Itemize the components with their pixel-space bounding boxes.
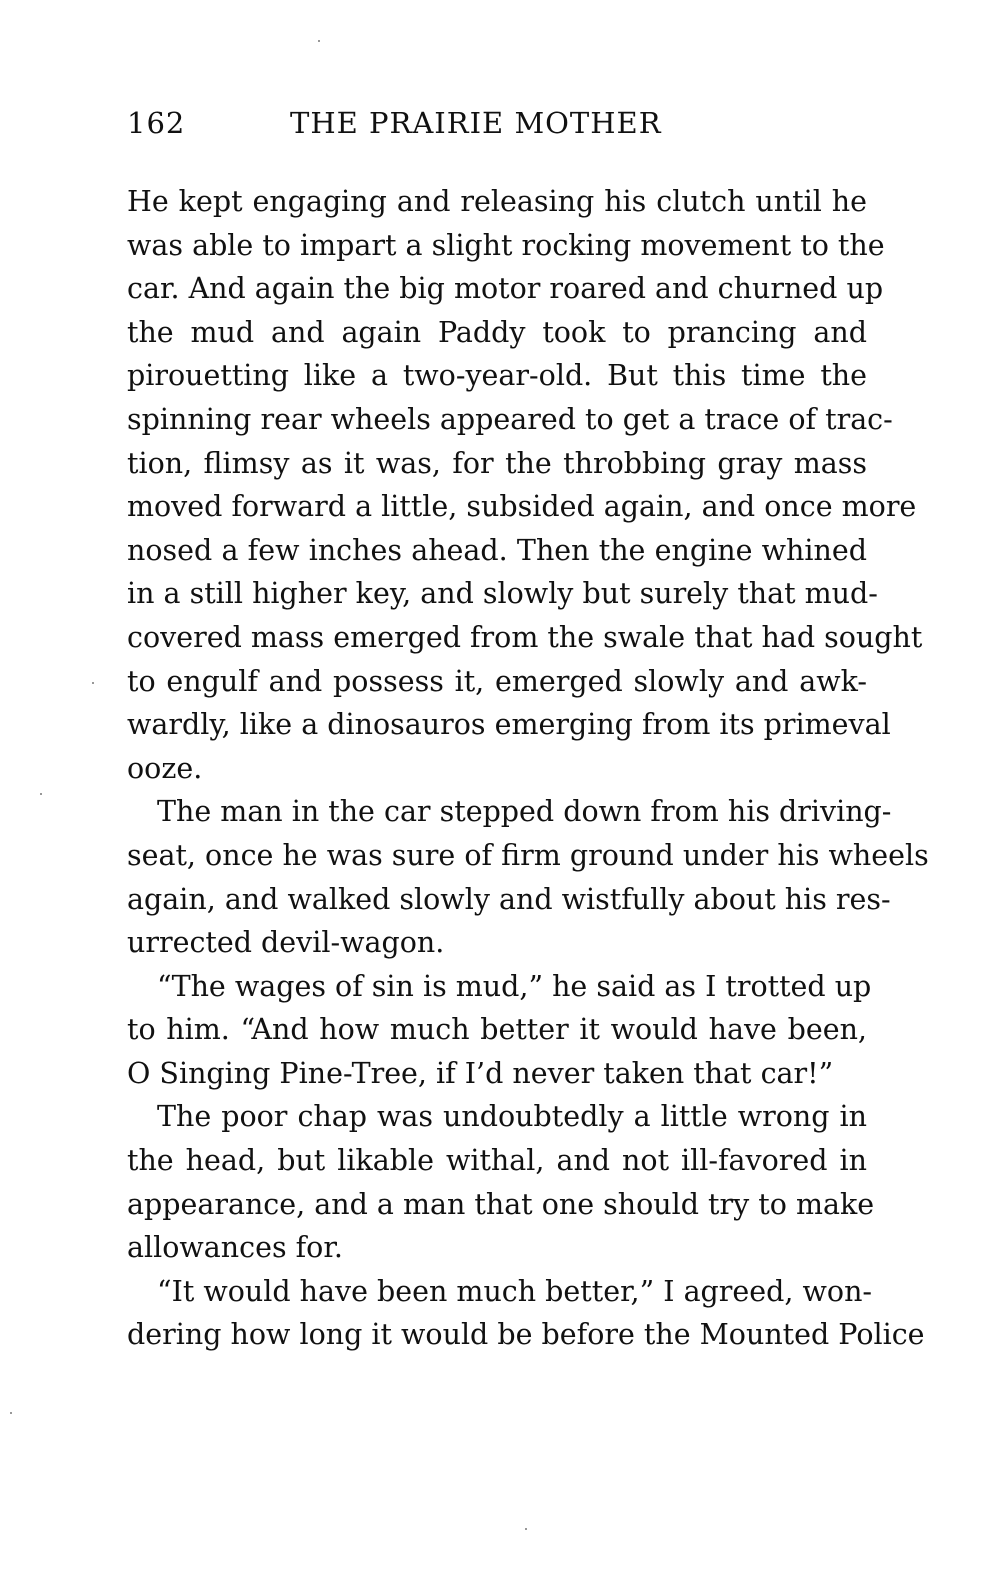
- text-line: tion, flimsy as it was, for the throbbing gray mass: [127, 446, 867, 480]
- text-line: spinning rear wheels appeared to get a trace of trac-: [127, 402, 893, 436]
- text-line: “It would have been much better,” I agreed, won-: [157, 1274, 873, 1308]
- scan-speck: [10, 1412, 12, 1414]
- paragraph: [127, 1270, 925, 1357]
- text-line: was able to impart a slight rocking movement to the: [127, 228, 885, 262]
- text-line: to him. “And how much better it would have been,: [127, 1013, 867, 1047]
- scan-speck: [525, 1528, 527, 1530]
- text-line: urrected devil-wagon.: [127, 926, 445, 960]
- text-line: covered mass emerged from the swale that had sought: [127, 620, 923, 654]
- running-title: THE PRAIRIE MOTHER: [290, 106, 662, 140]
- scan-speck: [92, 682, 94, 684]
- paragraph: [127, 1095, 875, 1269]
- scan-speck: [318, 40, 320, 42]
- text-line: He kept engaging and releasing his clutch until he: [127, 185, 867, 218]
- text-line: The poor chap was undoubtedly a little wrong in: [157, 1100, 867, 1134]
- text-line: moved forward a little, subsided again, and once more: [127, 490, 917, 524]
- text-line: again, and walked slowly and wistfully about his res-: [127, 882, 891, 916]
- text-line: dering how long it would be before the Mounted Police: [127, 1318, 925, 1352]
- text-line: pirouetting like a two-year-old. But this time the: [127, 359, 867, 393]
- body-text: [127, 180, 929, 1357]
- text-line: the head, but likable withal, and not ill-favored in: [127, 1144, 867, 1178]
- text-line: wardly, like a dinosauros emerging from its primeval: [127, 708, 891, 742]
- scan-speck: [40, 793, 42, 795]
- paragraph: [127, 180, 923, 790]
- text-line: ooze.: [127, 751, 203, 785]
- text-line: allowances for.: [127, 1231, 343, 1265]
- text-line: “The wages of sin is mud,” he said as I trotted up: [157, 969, 872, 1003]
- page-header: [127, 106, 867, 146]
- text-line: seat, once he was sure of firm ground under his wheels: [127, 838, 929, 872]
- text-line: O Singing Pine-Tree, if I’d never taken that car!”: [127, 1056, 834, 1090]
- text-line: The man in the car stepped down from his driving-: [157, 795, 892, 829]
- text-line: to engulf and possess it, emerged slowly and awk-: [127, 664, 867, 698]
- text-line: appearance, and a man that one should try to make: [127, 1187, 875, 1221]
- text-line: in a still higher key, and slowly but surely that mud-: [127, 577, 878, 611]
- paragraph: [127, 790, 929, 964]
- text-line: car. And again the big motor roared and churned up: [127, 272, 884, 306]
- page-number: 162: [127, 106, 186, 140]
- paragraph: [127, 965, 872, 1096]
- text-line: the mud and again Paddy took to prancing and: [127, 315, 867, 349]
- text-line: nosed a few inches ahead. Then the engine whined: [127, 533, 867, 567]
